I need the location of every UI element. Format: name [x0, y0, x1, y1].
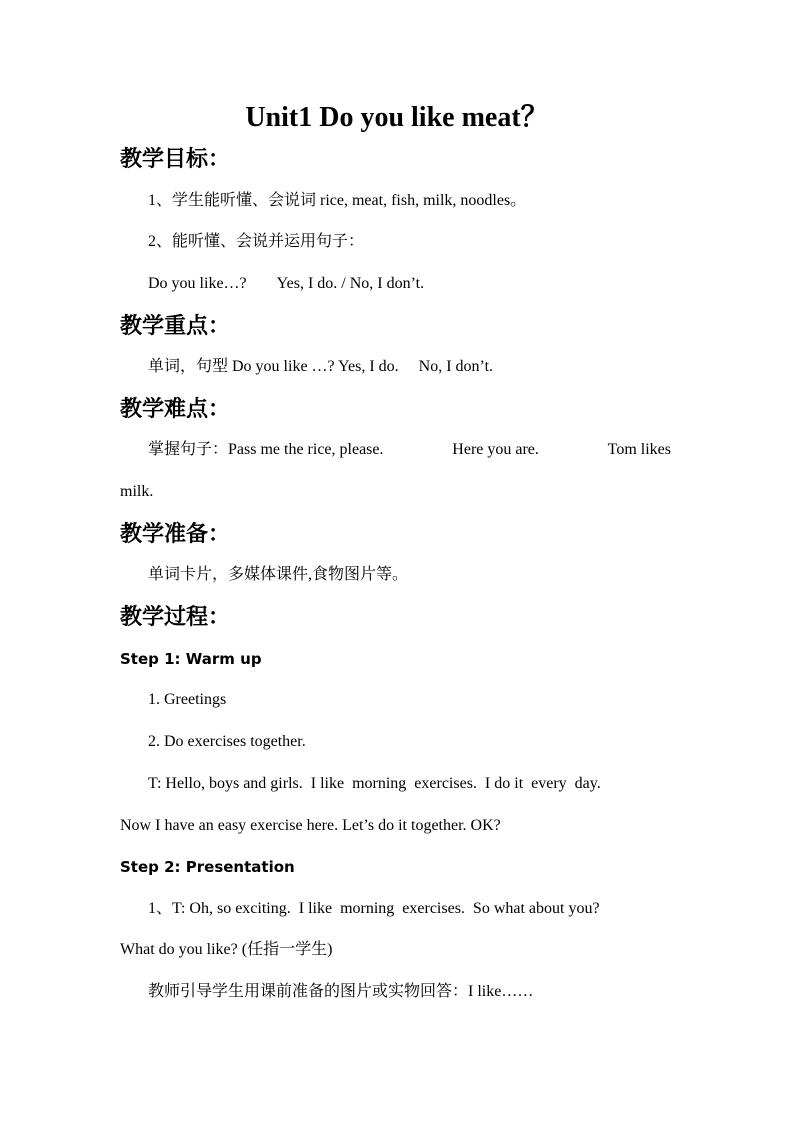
heading-process: 教学过程： [120, 605, 231, 630]
key-points-line-1-a: 单词，句型 Do you like …? Yes, I do. [148, 358, 399, 375]
step-1-line-2: 2. Do exercises together. [148, 733, 306, 750]
step-2-line-2: What do you like? (任指一学生) [120, 941, 333, 958]
step-2-line-3: 教师引导学生用课前准备的图片或实物回答：I like…… [148, 983, 534, 1000]
step-2-title: Step 2: Presentation [120, 858, 295, 876]
preparation-line-1: 单词卡片，多媒体课件,食物图片等。 [148, 566, 409, 583]
goals-line-3-question: Do you like…? [148, 275, 247, 292]
heading-key-points: 教学重点： [120, 314, 231, 339]
heading-teaching-goals: 教学目标： [120, 147, 231, 172]
key-points-line-1-b: No, I don’t. [418, 358, 494, 375]
step-1-line-4: Now I have an easy exercise here. Let’s do it together. OK? [120, 817, 501, 834]
difficulties-part-2: Here you are. [452, 441, 539, 458]
difficulties-part-3: Tom likes [607, 441, 671, 458]
goals-line-2: 2、能听懂、会说并运用句子： [148, 233, 365, 250]
heading-difficulties: 教学难点： [120, 397, 231, 422]
step-1-title: Step 1: Warm up [120, 650, 262, 668]
difficulties-line-1 [148, 439, 671, 461]
heading-preparation: 教学准备： [120, 522, 231, 547]
goals-line-1: 1、学生能听懂、会说词 rice, meat, fish, milk, noodles。 [148, 192, 527, 209]
step-1-line-1: 1. Greetings [148, 691, 227, 708]
step-2-line-1: 1、T: Oh, so exciting. I like morning exercises. So what about you? [148, 900, 600, 917]
document-title: Unit1 Do you like meat？ [245, 102, 549, 133]
goals-line-3 [148, 273, 424, 295]
goals-line-3-answers: Yes, I do. / No, I don’t. [276, 275, 425, 292]
key-points-line-1 [148, 356, 493, 378]
difficulties-line-2: milk. [120, 483, 154, 500]
step-1-line-3: T: Hello, boys and girls. I like morning exercises. I do it every day. [148, 775, 601, 792]
difficulties-part-1: 掌握句子：Pass me the rice, please. [148, 441, 384, 458]
